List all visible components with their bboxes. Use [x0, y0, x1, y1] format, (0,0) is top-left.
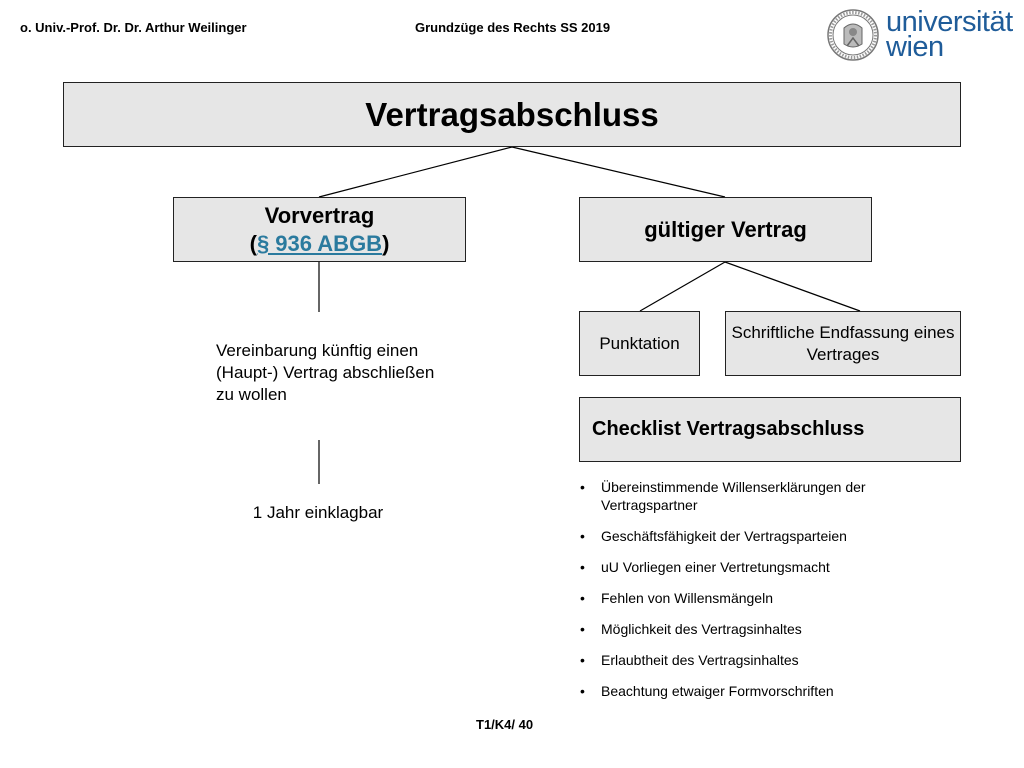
list-item: • Geschäftsfähigkeit der Vertragsparteien	[580, 527, 960, 545]
checklist-list	[580, 478, 960, 713]
gueltiger-vertrag-title: gültiger Vertrag	[644, 216, 807, 242]
schriftliche-endfassung-box	[725, 311, 961, 376]
vorvertrag-box	[173, 197, 466, 262]
abgb-936-link[interactable]: § 936 ABGB	[256, 230, 383, 256]
logo-line-wien: wien	[886, 31, 944, 63]
vorvertrag-description: Vereinbarung künftig einen (Haupt-) Vertrag abschließen zu wollen	[216, 341, 435, 404]
paren-close: )	[382, 230, 390, 256]
vertragsabschluss-box	[63, 82, 961, 147]
punktation-box	[579, 311, 700, 376]
list-item: • Beachtung etwaiger Formvorschriften	[580, 682, 960, 700]
header-author: o. Univ.-Prof. Dr. Dr. Arthur Weilinger	[20, 20, 247, 35]
list-item: • Übereinstimmende Willenserklärungen der Vertragspartner	[580, 478, 960, 514]
list-item: • uU Vorliegen einer Vertretungsmacht	[580, 558, 960, 576]
logo-line-universitaet: universität	[886, 6, 1013, 38]
vorvertrag-reference	[250, 230, 390, 258]
list-item: • Fehlen von Willensmängeln	[580, 589, 960, 607]
list-item: • Erlaubtheit des Vertragsinhaltes	[580, 651, 960, 669]
list-item: • Möglichkeit des Vertragsinhaltes	[580, 620, 960, 638]
punktation-label: Punktation	[599, 333, 680, 353]
checklist-title: Checklist Vertragsabschluss	[592, 418, 865, 440]
checklist-box	[579, 397, 961, 462]
paren-open: (	[249, 230, 257, 256]
header-course: Grundzüge des Rechts SS 2019	[415, 20, 611, 35]
gueltiger-vertrag-box	[579, 197, 872, 262]
diagram-title: Vertragsabschluss	[365, 95, 659, 133]
vorvertrag-title: Vorvertrag	[264, 202, 375, 228]
vorvertrag-note: 1 Jahr einklagbar	[252, 503, 384, 522]
slide-number: T1/K4/ 40	[476, 717, 534, 732]
schriftliche-endfassung-label: Schriftliche Endfassung eines Vertrages	[731, 322, 955, 364]
